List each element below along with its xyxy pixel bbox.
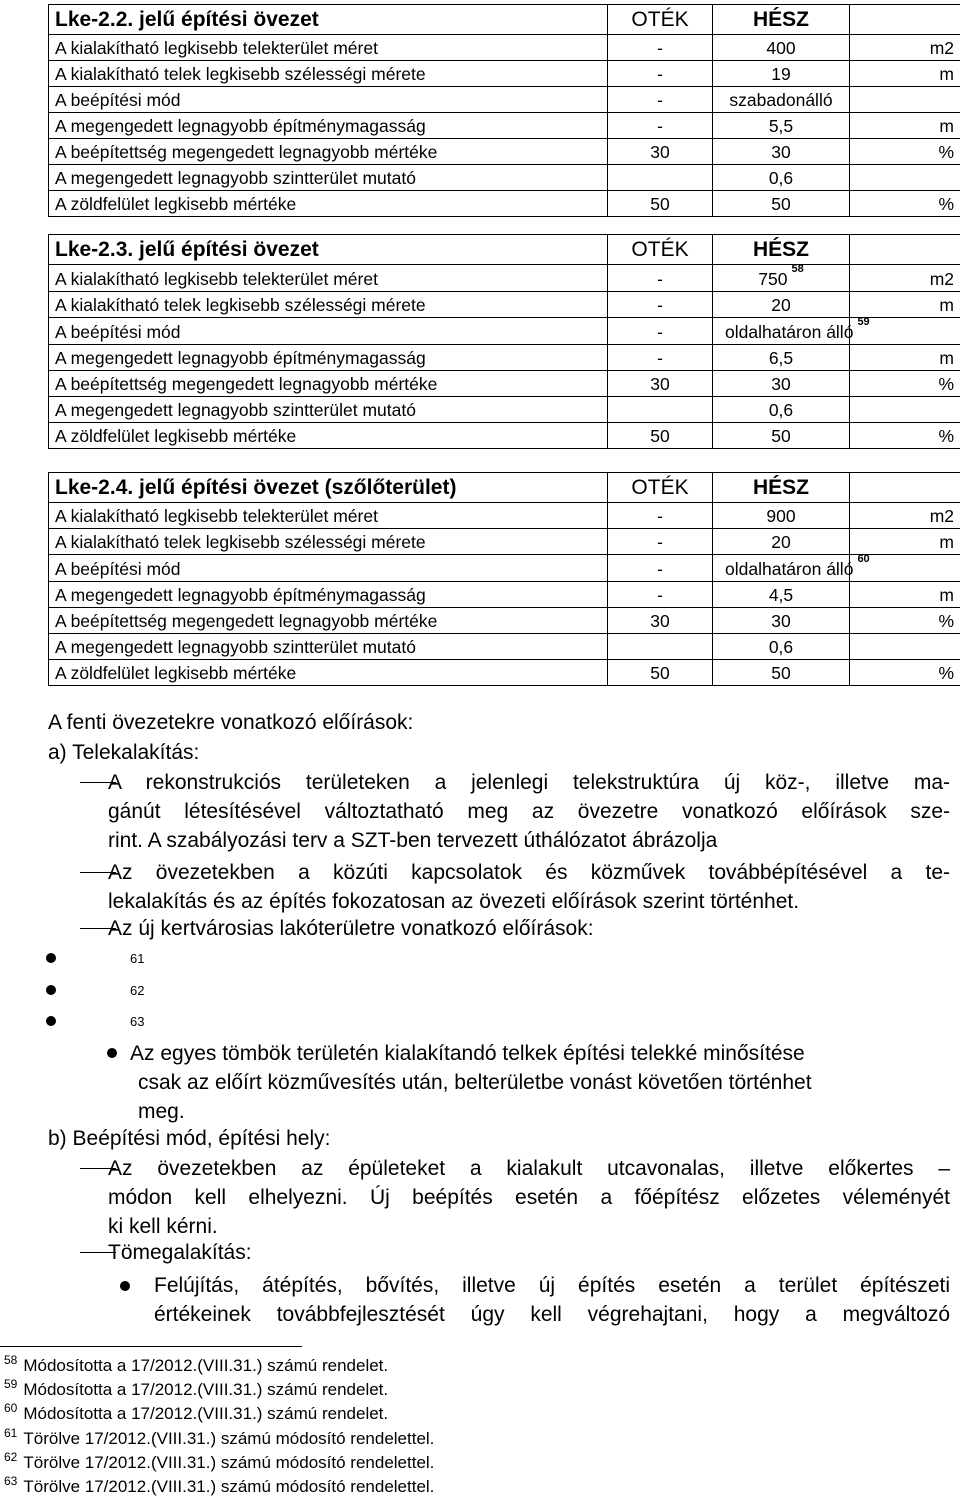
column-header-unit: [850, 5, 960, 35]
zone-table-lke-2-3: [48, 234, 960, 449]
hesz-value: [713, 660, 850, 686]
table-row: [49, 503, 960, 529]
row-label: A kialakítható legkisebb telekterület méret: [49, 35, 608, 61]
footnote: [4, 1474, 435, 1498]
footnote-number: 61: [4, 1426, 18, 1440]
list-item-text: Az övezetekben az épületeket a kialakult utcavonalas, illetve előkertes – módon kell elhelyezni. Új beépítés esetén a főépítész előzetes véleményét ki kell kérni.: [108, 1157, 950, 1238]
hesz-value-text: oldalhatáron álló: [725, 559, 854, 579]
footnote-text: Módosította a 17/2012.(VIII.31.) számú rendelet.: [23, 1380, 389, 1399]
table-header-row: [49, 235, 960, 265]
footnote: [4, 1353, 389, 1377]
footnote-number: 63: [4, 1474, 18, 1488]
hesz-value-text: 400: [766, 38, 796, 58]
list-item-text: Tömegalakítás:: [108, 1241, 252, 1264]
list-item-text: Az új kertvárosias lakóterületre vonatkozó előírások:: [108, 917, 594, 940]
unit-value: m: [850, 61, 960, 87]
list-item-text: Felújítás, átépítés, bővítés, illetve új építés esetén a terület építészeti értékeinek továbbfejlesztését úgy kell végrehajtani, hogy a megváltozó: [154, 1274, 950, 1326]
row-label: A beépítettség megengedett legnagyobb mértéke: [49, 139, 608, 165]
hesz-value: [713, 316, 870, 345]
hesz-value: [713, 345, 850, 371]
column-header-unit: [850, 235, 960, 265]
otek-value: 50: [608, 660, 713, 686]
footnote: [4, 1401, 389, 1425]
footnote-text: Törölve 17/2012.(VIII.31.) számú módosító rendelettel.: [23, 1453, 435, 1472]
hesz-value: [713, 113, 850, 139]
footnote: [4, 1450, 435, 1474]
bullet-icon: [107, 1048, 117, 1058]
hesz-value: [713, 35, 850, 61]
table-row: [49, 318, 960, 345]
table-row: [49, 113, 960, 139]
row-label: A kialakítható legkisebb telekterület méret: [49, 503, 608, 529]
footnote-number: 62: [4, 1450, 18, 1464]
hesz-value: [713, 582, 850, 608]
column-header-otek: OTÉK: [608, 235, 713, 265]
hesz-value-text: 30: [771, 611, 791, 631]
row-label: A beépítési mód: [49, 87, 608, 113]
table-row: [49, 292, 960, 318]
otek-value: 30: [608, 608, 713, 634]
hesz-value-text: szabadonálló: [729, 90, 833, 110]
hesz-value: [713, 529, 850, 555]
row-label: A beépítési mód: [49, 555, 608, 582]
hesz-value-text: 0,6: [768, 168, 794, 188]
zone-table-lke-2-2: [48, 4, 960, 217]
column-header-otek: OTÉK: [608, 473, 713, 503]
hesz-value: [713, 87, 850, 113]
hesz-value: [713, 397, 850, 423]
footnote-text: Törölve 17/2012.(VIII.31.) számú módosító rendelettel.: [23, 1477, 435, 1496]
zone-title: Lke-2.2. jelű építési övezet: [49, 5, 608, 35]
table-row: [49, 660, 960, 686]
hesz-value-text: 4,5: [768, 585, 794, 605]
bullet-icon: [46, 985, 56, 995]
hesz-value-text: 30: [771, 142, 791, 162]
hesz-value-text: 0,6: [768, 637, 794, 657]
otek-value: -: [608, 529, 713, 555]
column-header-hesz: HÉSZ: [713, 235, 850, 265]
table-row: [49, 634, 960, 660]
otek-value: 50: [608, 191, 713, 217]
table-row: [49, 61, 960, 87]
otek-value: 30: [608, 139, 713, 165]
otek-value: -: [608, 582, 713, 608]
deleted-footnote-ref: 63: [130, 1014, 145, 1029]
row-label: A kialakítható legkisebb telekterület méret: [49, 265, 608, 292]
hesz-value: [713, 165, 850, 191]
list-item-text: A rekonstrukciós területeken a jelenlegi telekstruktúra új köz-, illetve ma- gánút létesítésével változtatható meg az övezetre vonatkozó előírások sze- rint. A szabályozási terv a SZT-ben tervezett úthálózatot ábrázolja: [108, 771, 950, 852]
footnote-text: Törölve 17/2012.(VIII.31.) számú módosító rendelettel.: [23, 1429, 435, 1448]
otek-value: 30: [608, 371, 713, 397]
table-row: [49, 345, 960, 371]
table-row: [49, 397, 960, 423]
hesz-value: [713, 608, 850, 634]
unit-value: m2: [850, 265, 960, 292]
otek-value: -: [608, 345, 713, 371]
otek-value: [608, 634, 713, 660]
row-label: A megengedett legnagyobb építménymagasság: [49, 345, 608, 371]
column-header-otek: OTÉK: [608, 5, 713, 35]
table-row: [49, 265, 960, 292]
hesz-value: [713, 553, 870, 582]
otek-value: -: [608, 292, 713, 318]
bullet-icon: [46, 953, 56, 963]
unit-value: m: [850, 345, 960, 371]
footnote-separator: [0, 1346, 302, 1347]
otek-value: -: [608, 61, 713, 87]
hesz-value-text: oldalhatáron álló: [725, 322, 854, 342]
row-label: A megengedett legnagyobb építménymagasság: [49, 113, 608, 139]
table-row: [49, 529, 960, 555]
footnote-number: 60: [4, 1401, 18, 1415]
footnote-ref: 59: [857, 316, 870, 328]
column-header-hesz: HÉSZ: [713, 473, 850, 503]
hesz-value-text: 900: [766, 506, 796, 526]
list-item-text: Az egyes tömbök területén kialakítandó telkek építési telekké minősítése csak az előírt közművesítés után, belterületbe vonást követően történhet meg.: [130, 1042, 812, 1123]
hesz-value-text: 50: [771, 663, 791, 683]
row-label: A kialakítható telek legkisebb szélességi mérete: [49, 529, 608, 555]
hesz-value: [713, 503, 850, 529]
row-label: A beépítettség megengedett legnagyobb mértéke: [49, 608, 608, 634]
hesz-value: [713, 191, 850, 217]
list-item-text: Az övezetekben a közúti kapcsolatok és közművek továbbépítésével a te- lekalakítás és az építés fokozatosan az övezeti előírások szerint történhet.: [108, 861, 950, 913]
unit-value: %: [850, 139, 960, 165]
table-row: [49, 608, 960, 634]
unit-value: m: [850, 113, 960, 139]
table-row: [49, 139, 960, 165]
footnote-number: 58: [4, 1353, 18, 1367]
unit-value: %: [850, 608, 960, 634]
hesz-value: [713, 292, 850, 318]
otek-value: 50: [608, 423, 713, 449]
unit-value: m2: [850, 503, 960, 529]
row-label: A kialakítható telek legkisebb szélességi mérete: [49, 61, 608, 87]
hesz-value-text: 20: [771, 532, 791, 552]
unit-value: [850, 397, 960, 423]
hesz-value: [713, 61, 850, 87]
unit-value: m: [850, 292, 960, 318]
otek-value: -: [608, 113, 713, 139]
unit-value: m: [850, 582, 960, 608]
otek-value: [608, 165, 713, 191]
otek-value: -: [608, 87, 713, 113]
footnote: [4, 1426, 435, 1450]
hesz-value: [713, 139, 850, 165]
row-label: A beépítettség megengedett legnagyobb mértéke: [49, 371, 608, 397]
table-row: [49, 35, 960, 61]
table-header-row: [49, 5, 960, 35]
table-row: [49, 165, 960, 191]
hesz-value: [713, 371, 850, 397]
footnote: [4, 1377, 389, 1401]
table-row: [49, 191, 960, 217]
row-label: A megengedett legnagyobb szintterület mutató: [49, 397, 608, 423]
otek-value: -: [608, 503, 713, 529]
hesz-value-text: 6,5: [768, 348, 794, 368]
unit-value: [850, 87, 960, 113]
table-row: [49, 371, 960, 397]
table-row: [49, 555, 960, 582]
otek-value: -: [608, 318, 713, 345]
footnote-ref: 58: [791, 263, 804, 275]
row-label: A megengedett legnagyobb építménymagasság: [49, 582, 608, 608]
zone-title: Lke-2.4. jelű építési övezet (szőlőterület): [49, 473, 608, 503]
row-label: A megengedett legnagyobb szintterület mutató: [49, 165, 608, 191]
unit-value: %: [850, 660, 960, 686]
hesz-value-text: 50: [771, 194, 791, 214]
unit-value: %: [850, 423, 960, 449]
zone-title: Lke-2.3. jelű építési övezet: [49, 235, 608, 265]
table-row: [49, 423, 960, 449]
bullet-icon: [120, 1281, 130, 1291]
unit-value: %: [850, 371, 960, 397]
row-label: A kialakítható telek legkisebb szélességi mérete: [49, 292, 608, 318]
otek-value: [608, 397, 713, 423]
hesz-value-text: 50: [771, 426, 791, 446]
footnote-text: Módosította a 17/2012.(VIII.31.) számú rendelet.: [23, 1404, 389, 1423]
row-label: A zöldfelület legkisebb mértéke: [49, 660, 608, 686]
row-label: A zöldfelület legkisebb mértéke: [49, 423, 608, 449]
intro-heading: A fenti övezetekre vonatkozó előírások:: [48, 711, 414, 734]
deleted-footnote-ref: 61: [130, 951, 145, 966]
hesz-value: [713, 265, 850, 292]
hesz-value-text: 19: [771, 64, 791, 84]
column-header-unit: [850, 473, 960, 503]
table-header-row: [49, 473, 960, 503]
footnote-ref: 60: [857, 553, 870, 565]
section-a-heading: a) Telekalakítás:: [48, 741, 200, 764]
section-b-heading: b) Beépítési mód, építési hely:: [48, 1127, 331, 1150]
hesz-value: [713, 423, 850, 449]
hesz-value-text: 0,6: [768, 400, 794, 420]
footnote-text: Módosította a 17/2012.(VIII.31.) számú rendelet.: [23, 1356, 389, 1375]
hesz-value-text: 750: [758, 269, 788, 289]
unit-value: m2: [850, 35, 960, 61]
column-header-hesz: HÉSZ: [713, 5, 850, 35]
footnote-number: 59: [4, 1377, 18, 1391]
table-row: [49, 582, 960, 608]
otek-value: -: [608, 555, 713, 582]
row-label: A zöldfelület legkisebb mértéke: [49, 191, 608, 217]
unit-value: [850, 165, 960, 191]
row-label: A beépítési mód: [49, 318, 608, 345]
row-label: A megengedett legnagyobb szintterület mutató: [49, 634, 608, 660]
hesz-value-text: 30: [771, 374, 791, 394]
unit-value: [850, 634, 960, 660]
zone-table-lke-2-4: [48, 472, 960, 686]
bullet-icon: [46, 1016, 56, 1026]
otek-value: -: [608, 35, 713, 61]
unit-value: m: [850, 529, 960, 555]
table-row: [49, 87, 960, 113]
hesz-value: [713, 634, 850, 660]
unit-value: %: [850, 191, 960, 217]
hesz-value-text: 5,5: [768, 116, 794, 136]
otek-value: -: [608, 265, 713, 292]
deleted-footnote-ref: 62: [130, 983, 145, 998]
regulations-text: [48, 708, 950, 1348]
hesz-value-text: 20: [771, 295, 791, 315]
